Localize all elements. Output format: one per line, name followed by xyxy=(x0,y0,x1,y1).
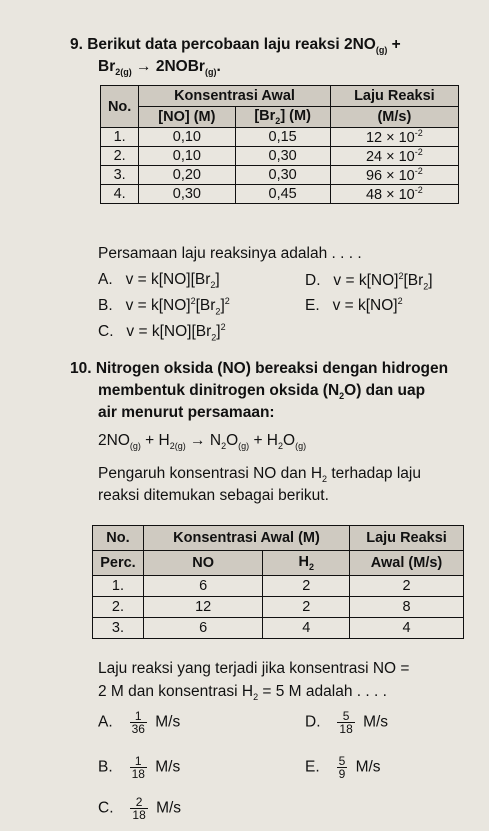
table-row xyxy=(101,166,459,185)
denominator: 18 xyxy=(132,808,146,822)
row-no: 4. xyxy=(101,185,139,204)
q10-table xyxy=(92,525,464,639)
q10-group-header: Konsentrasi Awal (M) xyxy=(143,526,349,551)
q10-option-a[interactable] xyxy=(98,710,180,735)
q9-table xyxy=(100,85,459,204)
denominator: 18 xyxy=(339,722,353,736)
q9-option-b[interactable]: B. $v = k[NO]^2[Br_2]^2$ xyxy=(98,296,230,317)
denominator: 9 xyxy=(338,767,346,781)
table-row xyxy=(101,185,459,204)
numerator: 5 xyxy=(338,754,346,768)
fraction xyxy=(130,710,147,735)
q9-prompt: Persamaan laju reaksinya adalah . . . . xyxy=(98,245,362,262)
q9-col-no: No. xyxy=(101,86,139,128)
cell-rate: $24 \times 10^{-2}$ xyxy=(330,147,458,166)
cell-no-conc: 0,30 xyxy=(139,185,235,204)
fraction xyxy=(130,796,147,821)
denominator: 18 xyxy=(131,767,145,781)
cell-no-conc: 0,20 xyxy=(139,166,235,185)
cell-rate: $96 \times 10^{-2}$ xyxy=(330,166,458,185)
q10-col-no: NO xyxy=(143,551,262,576)
cell-h2-conc: 4 xyxy=(263,618,350,639)
q10-option-c[interactable] xyxy=(98,796,181,821)
q10-option-b[interactable] xyxy=(98,755,180,780)
q10-line3: air menurut persamaan: xyxy=(98,404,275,421)
q10-prompt2: 2 M dan konsentrasi $H_2 = 5$ M adalah . . . . xyxy=(98,683,387,703)
option-unit: M/s xyxy=(155,758,181,776)
q9-option-c[interactable]: C. $v = k[NO][Br_2]^2$ xyxy=(98,322,226,343)
cell-no-conc: 0,10 xyxy=(139,147,235,166)
q9-col-rate: Laju Reaksi xyxy=(330,86,458,107)
row-no: 1. xyxy=(93,576,144,597)
option-letter: D. xyxy=(305,713,321,731)
numerator: 5 xyxy=(337,710,354,723)
q10-line2: membentuk dinitrogen oksida $(N_2O)$ dan uap xyxy=(98,382,426,402)
fraction xyxy=(337,710,354,735)
fraction xyxy=(337,755,348,780)
option-letter: C. xyxy=(98,799,114,817)
q9-line2: $Br_{2(g)}$ → 2NOBr$_{(g)}$. xyxy=(98,58,221,78)
q9-col-br2-conc: $[Br_2]$ (M) xyxy=(235,107,330,128)
cell-rate: 8 xyxy=(350,597,464,618)
option-letter: B. xyxy=(98,758,113,776)
table-row xyxy=(93,597,464,618)
q9-line1: 9. Berikut data percobaan laju reaksi $2NO_{(g)}$ + xyxy=(70,36,401,56)
q10-col-rate-2: Awal (M/s) xyxy=(350,551,464,576)
q9-option-a[interactable]: A. $v = k[NO][Br_2]$ xyxy=(98,271,220,291)
cell-h2-conc: 2 xyxy=(263,576,350,597)
table-row xyxy=(93,618,464,639)
table-row xyxy=(101,128,459,147)
row-no: 2. xyxy=(93,597,144,618)
row-no: 2. xyxy=(101,147,139,166)
numerator: 1 xyxy=(130,710,147,723)
cell-br2-conc: 0,45 xyxy=(235,185,330,204)
table-row xyxy=(93,576,464,597)
option-unit: M/s xyxy=(155,713,181,731)
row-no: 3. xyxy=(101,166,139,185)
cell-rate: $48 \times 10^{-2}$ xyxy=(330,185,458,204)
numerator: 2 xyxy=(130,796,147,809)
q10-option-e[interactable] xyxy=(305,755,381,780)
denominator: 36 xyxy=(131,722,145,736)
numerator: 1 xyxy=(130,755,147,768)
option-unit: M/s xyxy=(355,758,381,776)
q10-line1: 10. Nitrogen oksida (NO) bereaksi dengan hidrogen xyxy=(70,360,449,377)
cell-rate: 4 xyxy=(350,618,464,639)
cell-no-conc: 0,10 xyxy=(139,128,235,147)
cell-no-conc: 6 xyxy=(143,618,262,639)
q10-col-h2: $H_2$ xyxy=(263,551,350,576)
table-row xyxy=(101,147,459,166)
cell-rate: 2 xyxy=(350,576,464,597)
q10-line4: Pengaruh konsentrasi NO dan $H_2$ terhadap laju xyxy=(98,465,421,485)
q10-option-d[interactable] xyxy=(305,710,388,735)
cell-br2-conc: 0,30 xyxy=(235,166,330,185)
q9-group-header: Konsentrasi Awal xyxy=(139,86,330,107)
q10-col-rate-1: Laju Reaksi xyxy=(350,526,464,551)
fraction xyxy=(130,755,147,780)
option-unit: M/s xyxy=(156,799,182,817)
q10-equation: $2NO_{(g)} + H_{2(g)} \to N_2O_{(g)} + H_2O_{(g)}$ xyxy=(98,432,307,452)
q9-col-no-conc: [NO] (M) xyxy=(139,107,235,128)
cell-h2-conc: 2 xyxy=(263,597,350,618)
row-no: 3. xyxy=(93,618,144,639)
cell-br2-conc: 0,30 xyxy=(235,147,330,166)
cell-no-conc: 6 xyxy=(143,576,262,597)
q10-prompt1: Laju reaksi yang terjadi jika konsentrasi NO = xyxy=(98,660,410,677)
q10-line5: reaksi ditemukan sebagai berikut. xyxy=(98,487,329,504)
cell-no-conc: 12 xyxy=(143,597,262,618)
option-unit: M/s xyxy=(363,713,389,731)
q9-col-rate-unit: (M/s) xyxy=(330,107,458,128)
cell-rate: $12 \times 10^{-2}$ xyxy=(330,128,458,147)
option-letter: A. xyxy=(98,713,113,731)
cell-br2-conc: 0,15 xyxy=(235,128,330,147)
q10-col-no-2: Perc. xyxy=(93,551,144,576)
row-no: 1. xyxy=(101,128,139,147)
q9-option-e[interactable]: E. v = k[NO]$^2$ xyxy=(305,296,403,315)
q9-option-d[interactable]: D. $v = k[NO]^2[Br_2]$ xyxy=(305,271,433,292)
option-letter: E. xyxy=(305,758,320,776)
q10-col-no-1: No. xyxy=(93,526,144,551)
